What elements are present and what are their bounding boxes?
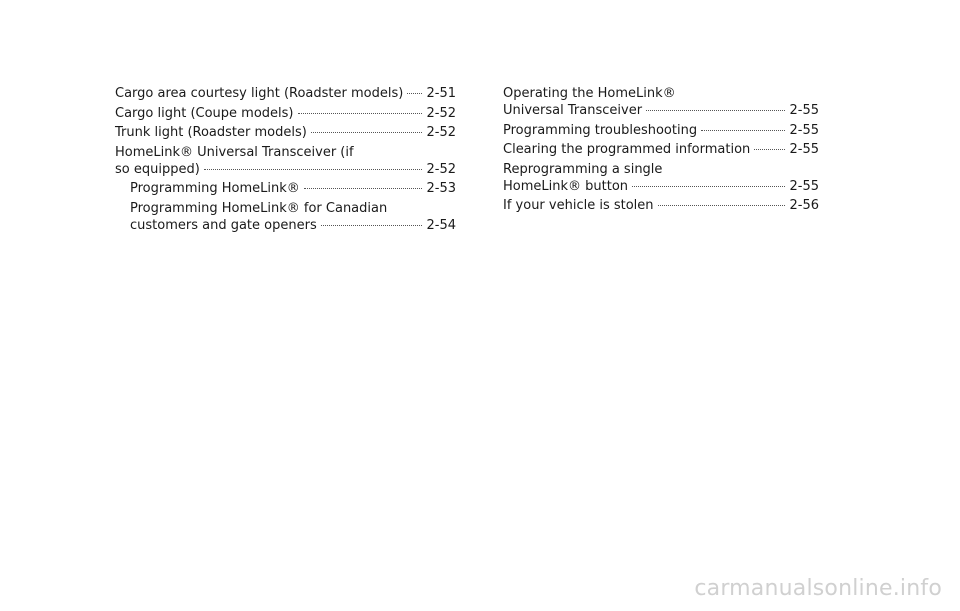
toc-entry-title: If your vehicle is stolen [503, 198, 654, 213]
toc-entry-title: so equipped) [115, 161, 200, 177]
toc-entry-title: Trunk light (Roadster models) [115, 125, 307, 140]
toc-entry-title: Programming troubleshooting [503, 122, 698, 138]
toc-entry-title: Cargo light (Coupe models) [115, 105, 294, 121]
toc-entry[interactable] [115, 200, 456, 234]
page-number[interactable]: 2-55 [789, 103, 819, 118]
page-number[interactable]: 2-55 [789, 122, 819, 138]
dot-leader [321, 225, 423, 226]
dot-leader [311, 132, 423, 133]
toc-entry[interactable] [503, 161, 819, 195]
page-number[interactable]: 2-53 [426, 181, 456, 196]
page-number[interactable]: 2-54 [426, 217, 456, 233]
toc-entry[interactable] [115, 105, 456, 122]
toc-entry-title: HomeLink® button [503, 178, 629, 194]
toc-entry[interactable] [115, 144, 456, 178]
toc-entry[interactable] [503, 141, 819, 158]
toc-entry-title: Operating the HomeLink® [503, 86, 676, 101]
dot-leader [407, 93, 422, 94]
watermark: carmanualsonline.info [694, 576, 942, 601]
toc-entry[interactable] [503, 122, 819, 139]
page-number[interactable]: 2-52 [426, 161, 456, 177]
toc-entry-title: Universal Transceiver [503, 103, 643, 118]
page-number[interactable]: 2-55 [789, 142, 819, 157]
page-number[interactable]: 2-56 [789, 198, 819, 213]
toc-column-left [115, 85, 456, 236]
dot-leader [754, 149, 785, 150]
dot-leader [204, 169, 423, 170]
toc-entry[interactable] [115, 124, 456, 141]
toc-column-right [503, 85, 819, 217]
dot-leader [658, 205, 786, 206]
page-number[interactable]: 2-55 [789, 178, 819, 194]
dot-leader [304, 188, 423, 189]
page-number[interactable]: 2-51 [426, 86, 456, 101]
toc-entry-title: Cargo area courtesy light (Roadster models) [115, 86, 404, 101]
toc-entry[interactable] [115, 180, 456, 197]
toc-entry-title: Programming HomeLink® [130, 181, 300, 196]
toc-entry-title: Clearing the programmed information [503, 142, 751, 157]
toc-entry-title: Reprogramming a single [503, 161, 663, 177]
toc-entry-title: Programming HomeLink® for Canadian [130, 200, 388, 216]
dot-leader [632, 186, 785, 187]
toc-entry[interactable] [503, 85, 819, 119]
toc-entry[interactable] [503, 197, 819, 214]
toc-entry-title: customers and gate openers [130, 217, 317, 233]
page-number[interactable]: 2-52 [426, 105, 456, 121]
page-number[interactable]: 2-52 [426, 125, 456, 140]
dot-leader [298, 113, 423, 114]
dot-leader [646, 110, 785, 111]
toc-entry-title: HomeLink® Universal Transceiver (if [115, 144, 354, 160]
dot-leader [701, 130, 785, 131]
toc-entry[interactable] [115, 85, 456, 102]
